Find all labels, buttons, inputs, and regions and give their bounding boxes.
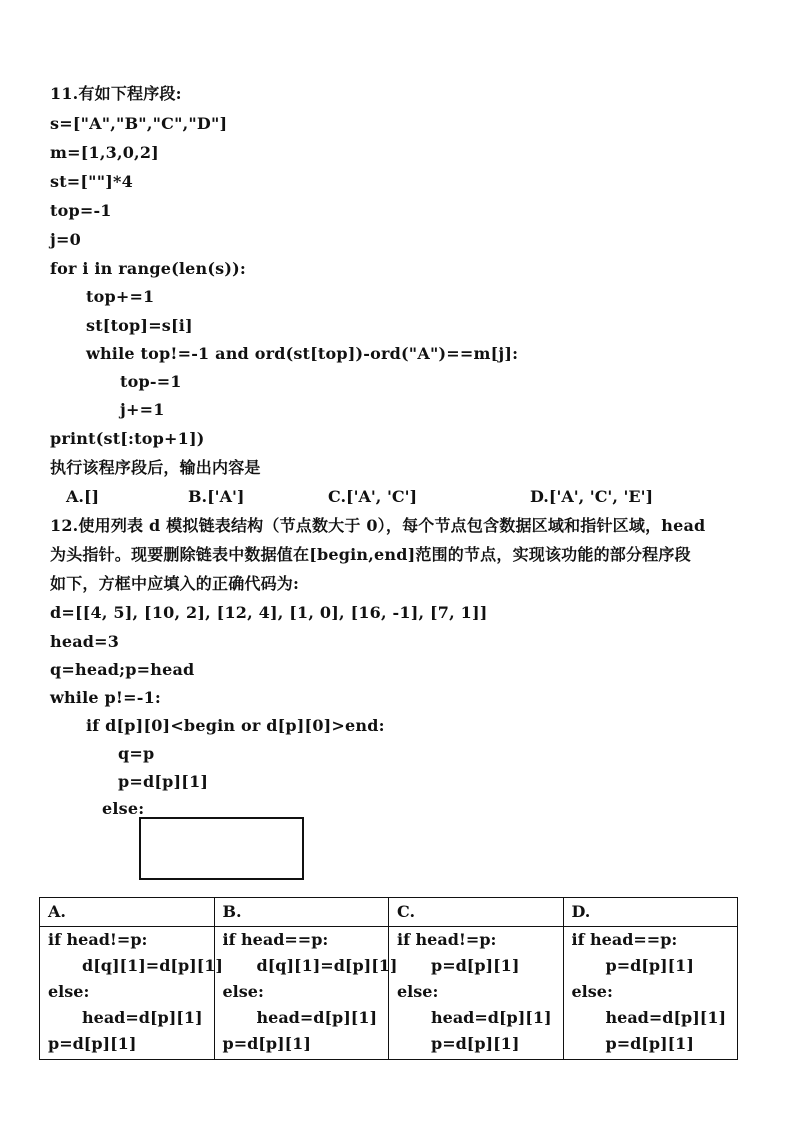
q11-option-b: B.['A'] xyxy=(188,487,245,506)
q12-code-line: if d[p][0]<begin or d[p][0]>end: xyxy=(86,716,385,735)
answer-blank-box xyxy=(139,817,304,880)
q11-code-line: top=-1 xyxy=(50,201,112,220)
option-header-a: A. xyxy=(40,898,215,927)
code-line: head=d[p][1] xyxy=(431,1008,552,1027)
code-line: p=d[p][1] xyxy=(431,956,520,975)
code-line: p=d[p][1] xyxy=(605,1034,694,1053)
option-header-c: C. xyxy=(389,898,564,927)
q11-code-line: while top!=-1 and ord(st[top])-ord("A")==m[j]: xyxy=(86,344,519,363)
q11-option-a: A.[] xyxy=(66,487,100,506)
q11-code-line: print(st[:top+1]) xyxy=(50,429,205,448)
q11-option-d: D.['A', 'C', 'E'] xyxy=(530,487,654,506)
q12-code-line: head=3 xyxy=(50,632,120,651)
option-a-code xyxy=(40,927,223,1060)
code-line: head=d[p][1] xyxy=(82,1008,203,1027)
code-line: p=d[p][1] xyxy=(222,1034,311,1053)
option-c-code xyxy=(389,927,564,1060)
options-code-row xyxy=(40,927,738,1060)
q11-code-line: for i in range(len(s)): xyxy=(50,259,246,278)
code-line: else: xyxy=(48,982,90,1001)
q11-code-line: m=[1,3,0,2] xyxy=(50,143,159,162)
q12-title-line: 为头指针。现要删除链表中数据值在[begin,end]范围的节点，实现该功能的部分程序段 xyxy=(50,545,691,564)
q12-code-line: d=[[4, 5], [10, 2], [12, 4], [1, 0], [16, -1], [7, 1]] xyxy=(50,603,488,622)
q12-code-line: else: xyxy=(102,799,145,818)
q12-code-line: while p!=-1: xyxy=(50,688,162,707)
q12-title-line: 如下，方框中应填入的正确代码为: xyxy=(50,574,300,593)
options-header-row xyxy=(40,898,738,927)
code-line: head=d[p][1] xyxy=(256,1008,378,1027)
q11-title: 11.有如下程序段: xyxy=(50,84,182,103)
code-line: head=d[p][1] xyxy=(605,1008,727,1027)
code-line: p=d[p][1] xyxy=(605,956,694,975)
options-table xyxy=(39,897,738,1060)
code-line: else: xyxy=(397,982,439,1001)
code-line: if head==p: xyxy=(222,930,329,949)
q12-title-line: 12.使用列表 d 模拟链表结构（节点数大于 0），每个节点包含数据区域和指针区域，head xyxy=(50,516,706,535)
option-d-code xyxy=(563,927,738,1060)
q11-code-line: j=0 xyxy=(50,230,81,249)
option-b-code xyxy=(214,927,398,1060)
q11-code-line: st=[""]*4 xyxy=(50,172,133,191)
code-line: if head==p: xyxy=(571,930,678,949)
q12-code-line: q=p xyxy=(118,744,155,763)
code-line: p=d[p][1] xyxy=(431,1034,520,1053)
code-line: d[q][1]=d[p][1] xyxy=(82,956,223,975)
q11-code-line: top-=1 xyxy=(120,372,182,391)
option-header-d: D. xyxy=(563,898,738,927)
code-line: p=d[p][1] xyxy=(48,1034,137,1053)
q11-option-c: C.['A', 'C'] xyxy=(328,487,418,506)
code-line: else: xyxy=(222,982,264,1001)
q11-code-line: st[top]=s[i] xyxy=(86,316,193,335)
q11-question: 执行该程序段后，输出内容是 xyxy=(50,458,261,477)
code-line: if head!=p: xyxy=(397,930,497,949)
q11-code-line: j+=1 xyxy=(120,400,165,419)
q11-code-line: top+=1 xyxy=(86,287,155,306)
code-line: else: xyxy=(571,982,613,1001)
code-line: if head!=p: xyxy=(48,930,148,949)
q12-code-line: q=head;p=head xyxy=(50,660,195,679)
code-line: d[q][1]=d[p][1] xyxy=(256,956,398,975)
q11-code-line: s=["A","B","C","D"] xyxy=(50,114,228,133)
q12-code-line: p=d[p][1] xyxy=(118,772,209,791)
option-header-b: B. xyxy=(214,898,389,927)
